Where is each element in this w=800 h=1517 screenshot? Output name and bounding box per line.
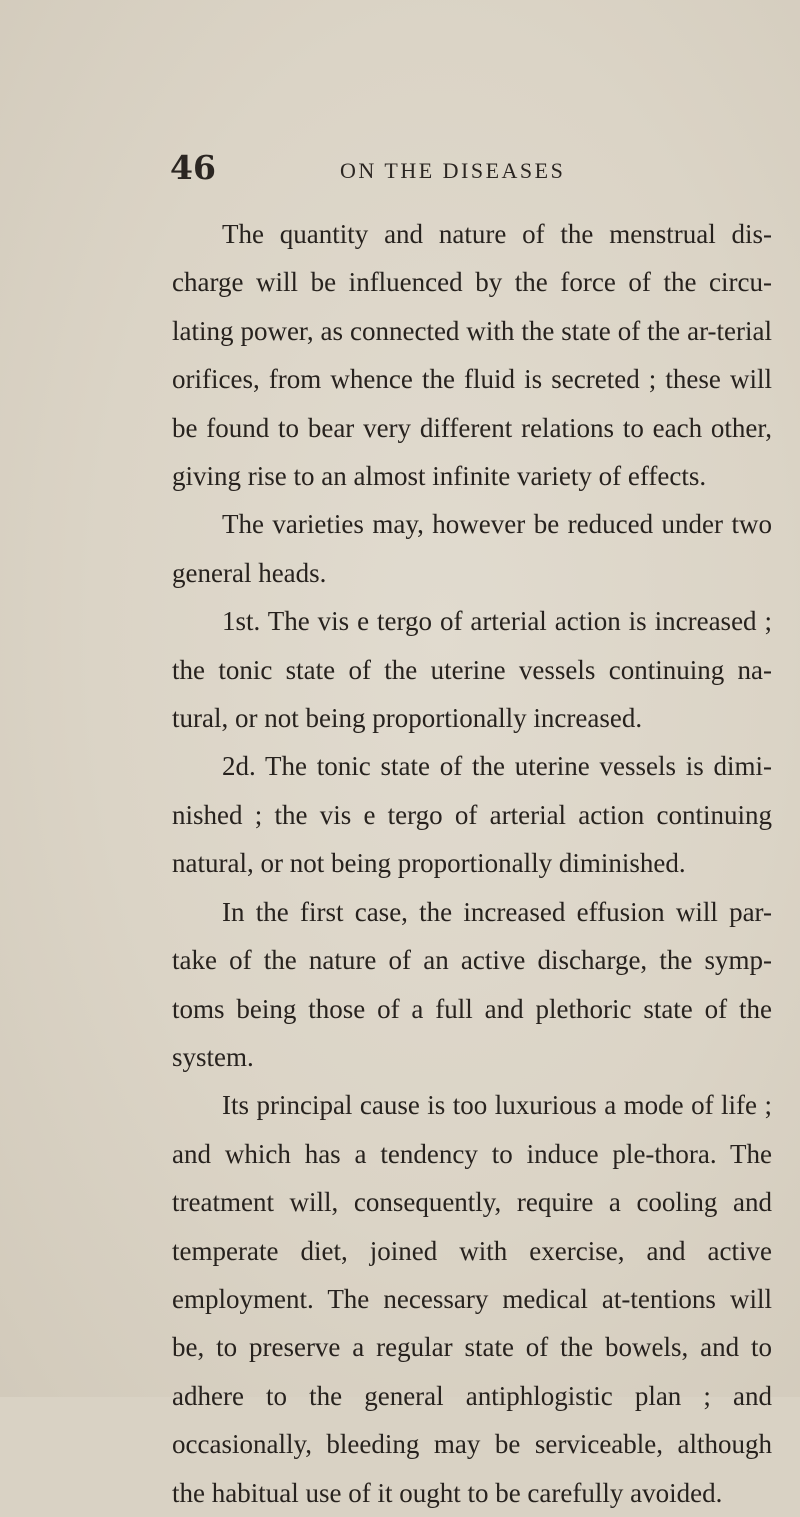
page-number: 46 [170, 148, 216, 187]
body-text [172, 210, 772, 1517]
page-header [0, 148, 800, 198]
paragraph: The quantity and nature of the menstrual dis-charge will be influenced by the force of the circu-lating power, as connected with the state of the ar-terial orifices, from whence the fluid is secreted ; these will be found to bear very different relations to each other, giving rise to an almost infinite variety of effects. [172, 219, 772, 492]
paragraph: In the first case, the increased effusion will par-take of the nature of an active discharge, the symp-toms being those of a full and plethoric state of the system. [172, 896, 772, 1072]
paragraph: 2d. The tonic state of the uterine vessels is dimi-nished ; the vis e tergo of arterial action continuing natural, or not being proportionally diminished. [172, 751, 772, 879]
paragraph: 1st. The vis e tergo of arterial action is increased ; the tonic state of the uterine vessels continuing na-tural, or not being proportionally increased. [172, 606, 772, 734]
paragraph: The varieties may, however be reduced under two general heads. [172, 509, 772, 588]
running-head: ON THE DISEASES [340, 158, 566, 183]
paragraph: Its principal cause is too luxurious a mode of life ; and which has a tendency to induce ple-thora. The treatment will, consequently, require a cooling and temperate diet, joined with exercise, and active employment. The necessary medical at-tentions will be, to preserve a regular state of the bowels, and to adhere to the general antiphlogistic plan ; and occasionally, bleeding may be serviceable, although the habitual use of it ought to be carefully avoided. [172, 1090, 772, 1508]
